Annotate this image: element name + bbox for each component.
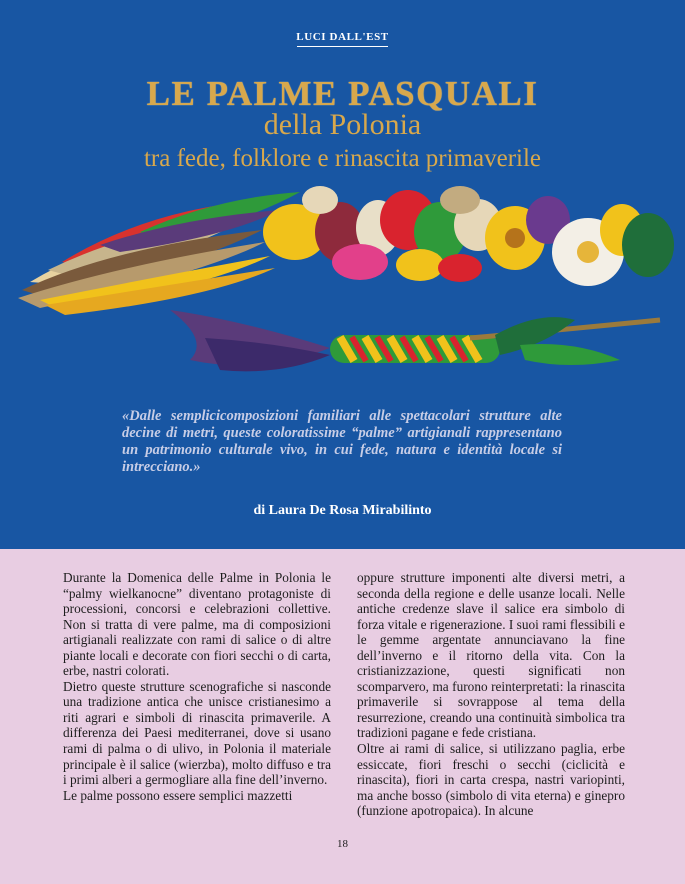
palm-plumes-left bbox=[18, 192, 300, 315]
article-paragraph: Dietro queste strutture scenografiche si nasconde una tradizione antica che unisce cristianesimo a riti agrari e simboli di rinascita primaverile. A differenza dei Paesi mediterranei, dove si usano rami di palma o di ulivo, in Polonia il materiale principale è il salice (wierzba), molto diffuso e tra i primi alberi a germogliare alla fine dell’inverno. bbox=[63, 678, 331, 788]
section-label: LUCI DALL'EST bbox=[296, 31, 389, 43]
section-underline bbox=[297, 46, 388, 47]
article-paragraph: Durante la Domenica delle Palme in Polonia le “palmy wielkanocne” diventano protagoniste di processioni, concorsi e celebrazioni collettive. Non si tratta di vere palme, ma di composizioni artigianali realizzate con rami di salice o di altre piante locali e decorate con fiori secchi o di carta, erbe, nastri colorati. bbox=[63, 570, 331, 679]
article-title: LE PALME PASQUALI bbox=[146, 74, 539, 113]
page-number: 18 bbox=[337, 838, 348, 850]
easter-palm-photo bbox=[0, 170, 685, 410]
article-column-left bbox=[63, 570, 331, 803]
palm-flower-cluster bbox=[263, 186, 674, 286]
article-column-right bbox=[357, 570, 625, 819]
article-title-subline: della Polonia bbox=[263, 108, 422, 141]
palm-braided-stem bbox=[170, 310, 660, 371]
article-subtitle: tra fede, folklore e rinascita primaverile bbox=[143, 145, 542, 172]
article-paragraph: Le palme possono essere semplici mazzetti bbox=[63, 787, 293, 803]
article-paragraph: Oltre ai rami di salice, si utilizzano paglia, erbe essiccate, fiori freschi o secchi (ciclicità e rinascita), fiori in carta crespa, nastri variopinti, ma anche bosso (simbolo di vita eterna) e ginepro (funzione apotropaica). In alcune bbox=[357, 741, 625, 819]
pull-quote: «Dalle semplicicomposizioni familiari alle spettacolari strutture alte decine di metri, queste coloratissime “palme” artigianali rappresentano un patrimonio culturale vivo, in cui fede, natura e identità locale si intrecciano.» bbox=[122, 408, 562, 475]
author-byline: di Laura De Rosa Mirabilinto bbox=[253, 503, 432, 518]
article-paragraph: oppure strutture imponenti alte diversi metri, a seconda della regione e delle usanze locali. Nelle antiche credenze slave il salice era simbolo di forza vitale e rigenerazione. I suoi rami flessibili e le gemme argentate annunciavano la fine dell’inverno e il ritorno della vita. Con la cristianizzazione, questi significati non scomparvero, ma furono reinterpretati: la rinascita primaverile si sovrappose al tema della resurrezione, creando una continuità simbolica tra tradizioni pagane e fede cristiana. bbox=[357, 570, 625, 741]
